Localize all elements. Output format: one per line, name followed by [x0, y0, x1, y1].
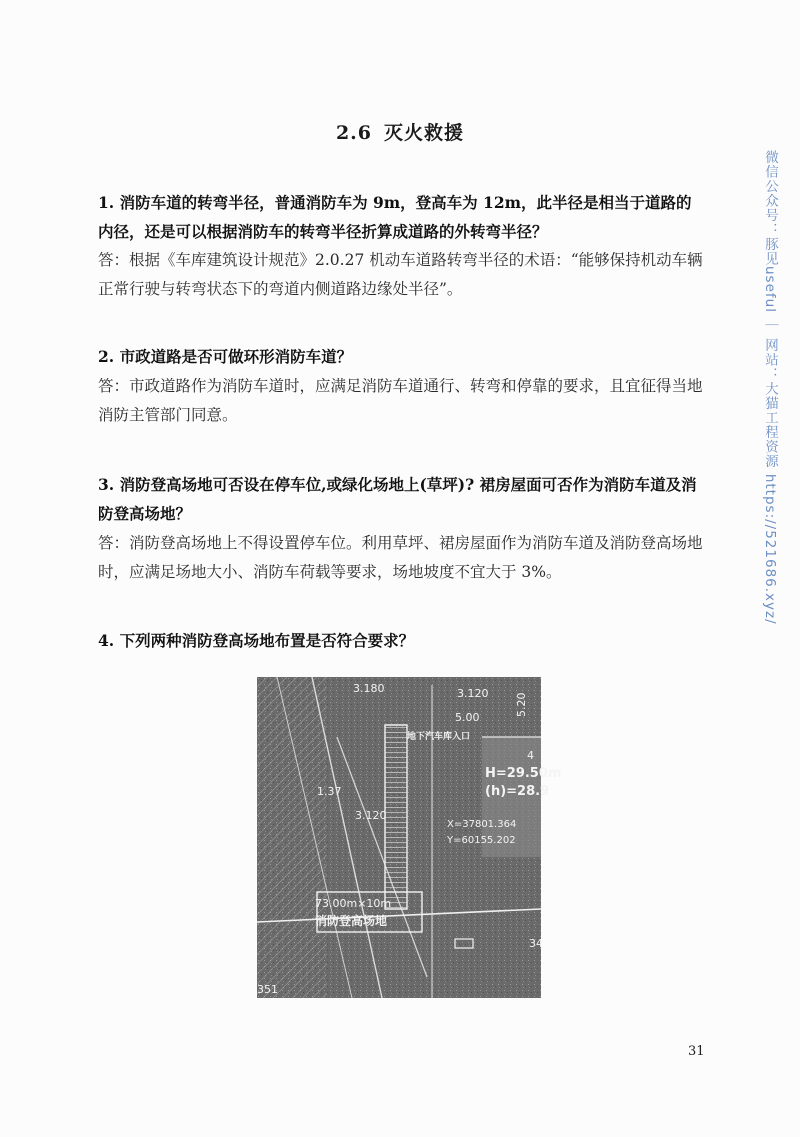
label-side-4: 4 — [527, 749, 534, 762]
question-3: 3. 消防登高场地可否设在停车位,或绿化场地上(草坪)? 裙房屋面可否作为消防车道及消防登高场地？ — [98, 475, 697, 523]
label-mid-num: 3.120 — [355, 809, 387, 822]
label-bottom-right: 34 — [529, 937, 543, 950]
label-coord-y: Y=60155.202 — [447, 835, 516, 846]
label-height-h: H=29.50m — [485, 766, 562, 781]
label-height-hs: (h)=28.9 — [485, 784, 550, 799]
label-platform: 消防登高场地 — [315, 914, 388, 928]
hatched-area — [257, 677, 327, 998]
site-plan-drawing — [257, 677, 562, 998]
label-bottom-left: 351 — [257, 983, 278, 996]
answer-3: 答：消防登高场地上不得设置停车位。利用草坪、裙房屋面作为消防车道及消防登高场地时，应满足场地大小、消防车荷载等要求，场地坡度不宜大于 3%。 — [98, 534, 703, 581]
label-elev-500: 5.00 — [455, 711, 480, 724]
section-title — [0, 118, 800, 145]
section-title-text: 灭火救援 — [384, 122, 465, 144]
site-plan-figure — [257, 677, 562, 998]
label-top-mid-num: 3.120 — [457, 687, 489, 700]
label-top-left-num: 3.180 — [353, 682, 385, 695]
label-entrance: 地下汽车库入口 — [407, 732, 471, 742]
label-left-mid-num: 1.37 — [317, 785, 342, 798]
page-number: 31 — [688, 1044, 705, 1059]
ramp-stairs — [385, 725, 407, 909]
label-elev-520: 5.20 — [515, 692, 528, 717]
answer-1: 答：根据《车库建筑设计规范》2.0.27 机动车道路转弯半径的术语：“能够保持机动车辆正常行驶与转弯状态下的弯道内侧道路边缘处半径”。 — [98, 251, 703, 298]
watermark-text: 微信公众号：豚见useful ｜ 网站：大猫工程资源 https://521686.xyz/ — [762, 150, 778, 625]
label-coord-x: X=37801.364 — [447, 819, 517, 830]
question-4: 4. 下列两种消防登高场地布置是否符合要求？ — [98, 631, 415, 650]
label-size: 73.00m×10m — [315, 897, 392, 910]
question-2: 2. 市政道路是否可做环形消防车道？ — [98, 347, 353, 366]
question-1: 1. 消防车道的转弯半径，普通消防车为 9m，登高车为 12m，此半径是相当于道路的内径，还是可以根据消防车的转弯半径折算成道路的外转弯半径？ — [98, 193, 692, 241]
answer-2: 答：市政道路作为消防车道时，应满足消防车道通行、转弯和停靠的要求，且宜征得当地消防主管部门同意。 — [98, 377, 703, 424]
section-number: 2.6 — [335, 122, 373, 144]
